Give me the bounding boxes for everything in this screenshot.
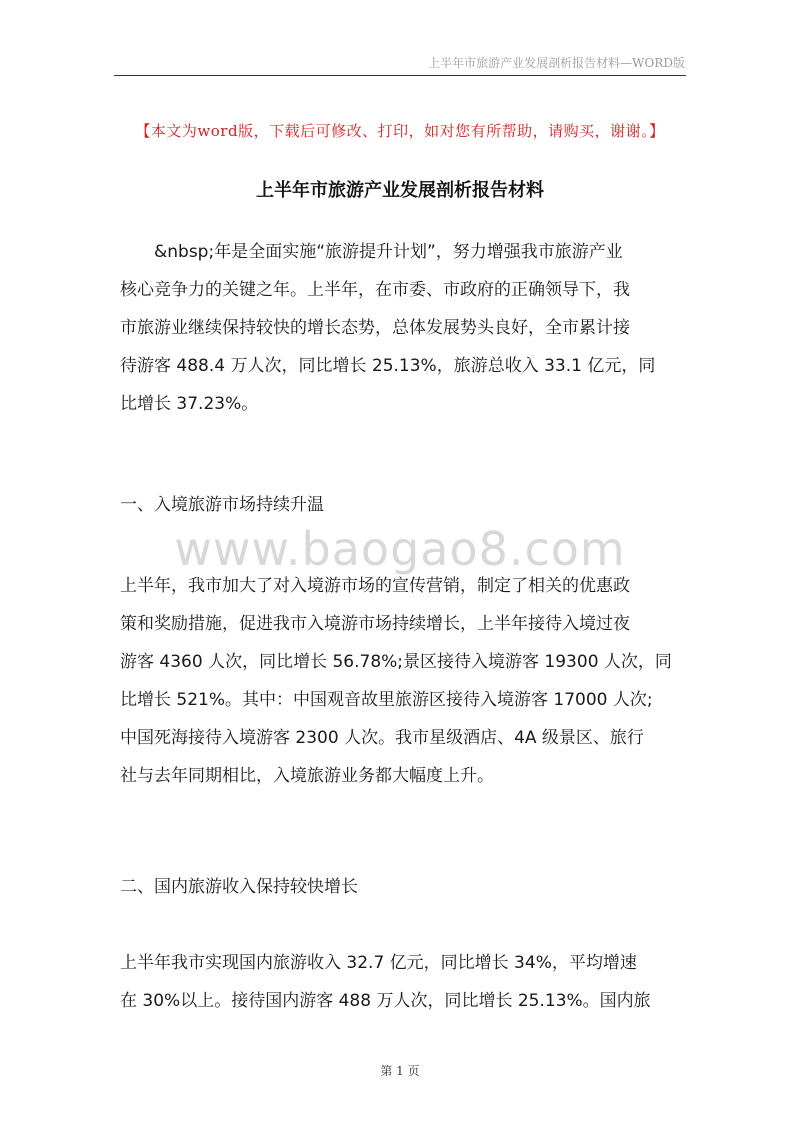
paragraph-line: 市旅游业继续保持较快的增长态势，总体发展势头良好，全市累计接 (120, 318, 630, 338)
paragraph-line: 上半年，我市加大了对入境游市场的宣传营销，制定了相关的优惠政 (120, 576, 630, 596)
purchase-notice: 【本文为word版，下载后可修改、打印，如对您有所帮助，请购买，谢谢。】 (135, 122, 665, 140)
paragraph-line: 社与去年同期相比，入境旅游业务都大幅度上升。 (120, 766, 494, 786)
section-2-paragraph (120, 944, 680, 1020)
paragraph-line: 中国死海接待入境游客 2300 人次。我市星级酒店、4A 级景区、旅行 (120, 728, 644, 748)
paragraph-line: 在 30%以上。接待国内游客 488 万人次，同比增长 25.13%。国内旅 (120, 991, 651, 1011)
intro-paragraph (120, 233, 680, 423)
paragraph-line: &nbsp;年是全面实施“旅游提升计划”，努力增强我市旅游产业 (154, 242, 623, 262)
paragraph-line: 策和奖励措施，促进我市入境游市场持续增长，上半年接待入境过夜 (120, 614, 630, 634)
paragraph-line: 上半年我市实现国内旅游收入 32.7 亿元，同比增长 34%，平均增速 (120, 953, 637, 973)
header-divider (114, 75, 686, 76)
section-heading-1: 一、入境旅游市场持续升温 (120, 495, 324, 515)
paragraph-line: 比增长 37.23%。 (120, 394, 259, 414)
section-1-paragraph (120, 567, 680, 795)
page-number: 第 1 页 (380, 1064, 420, 1078)
paragraph-line: 游客 4360 人次，同比增长 56.78%;景区接待入境游客 19300 人次，同 (120, 652, 672, 672)
section-heading-2: 二、国内旅游收入保持较快增长 (120, 877, 358, 897)
watermark: www.baogao8.com (174, 522, 626, 576)
paragraph-line: 比增长 521%。其中：中国观音故里旅游区接待入境游客 17000 人次; (120, 690, 653, 710)
document-title: 上半年市旅游产业发展剖析报告材料 (256, 180, 544, 201)
paragraph-line: 核心竞争力的关键之年。上半年，在市委、市政府的正确领导下，我 (120, 280, 630, 300)
paragraph-line: 待游客 488.4 万人次，同比增长 25.13%，旅游总收入 33.1 亿元，同 (120, 356, 656, 376)
running-header: 上半年市旅游产业发展剖析报告材料—WORD版 (428, 56, 685, 70)
